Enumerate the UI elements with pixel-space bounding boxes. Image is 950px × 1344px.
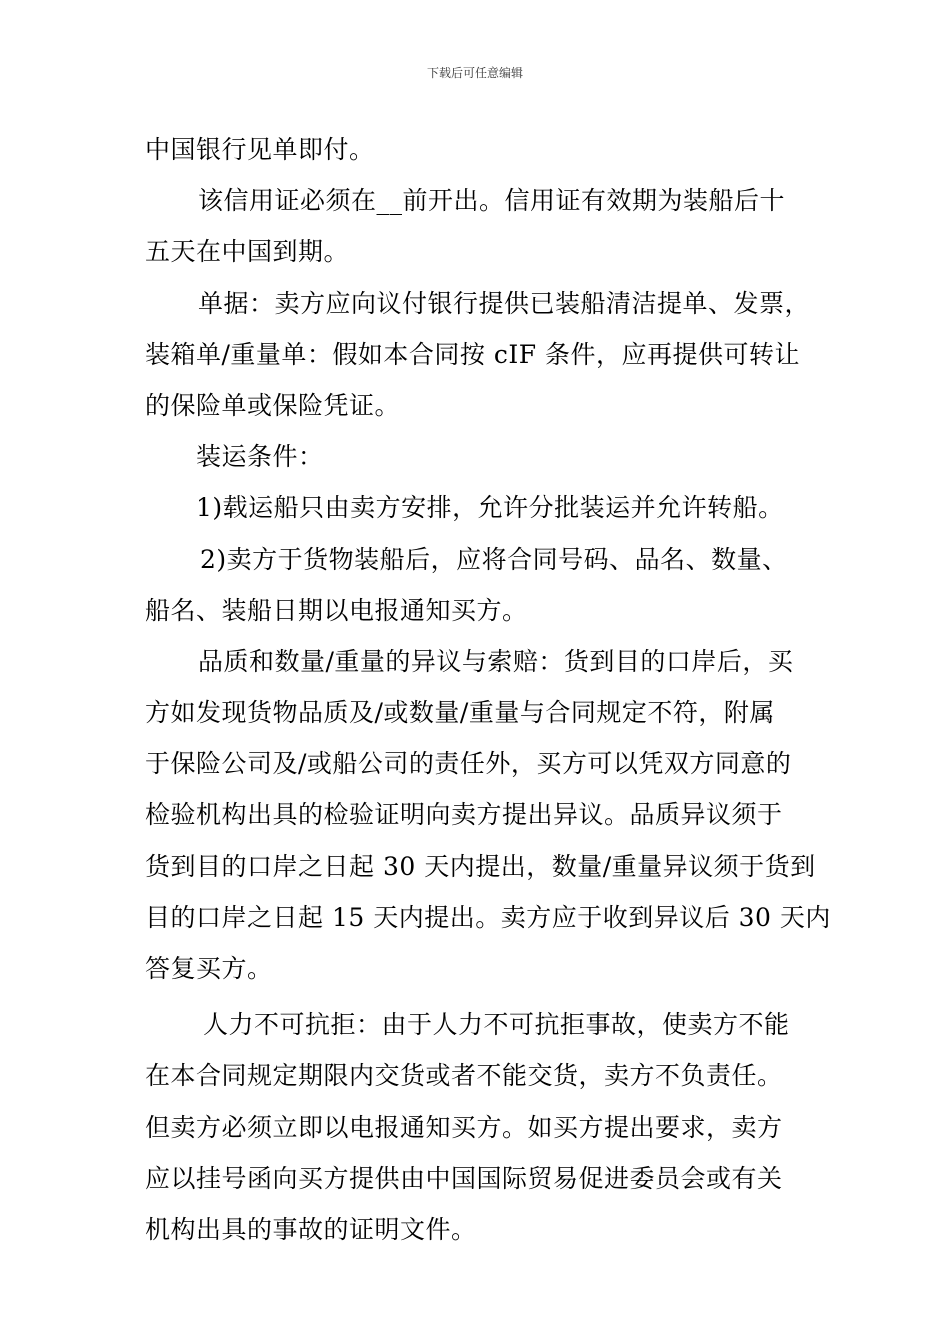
text-line: 装箱单/重量单：假如本合同按 cIF 条件，应再提供可转让	[145, 339, 801, 369]
paragraph-shipping-terms	[145, 431, 810, 482]
text-line: 该信用证必须在__前开出。信用证有效期为装船后十	[198, 186, 786, 216]
section-heading: 装运条件：	[196, 442, 324, 472]
text-line: 货到目的口岸之日起 30 天内提出，数量/重量异议须于货到	[145, 851, 816, 881]
paragraph-letter-of-credit	[145, 175, 810, 277]
text-line: 中国银行见单即付。	[145, 135, 375, 164]
text-line: 但卖方必须立即以电报通知买方。如买方提出要求，卖方	[145, 1112, 783, 1142]
text-line: 机构出具的事故的证明文件。	[145, 1214, 477, 1244]
text-line: 人力不可抗拒：由于人力不可抗拒事故，使卖方不能	[203, 1010, 790, 1040]
text-line: 在本合同规定期限内交货或者不能交货，卖方不负责任。	[145, 1061, 783, 1091]
text-line: 目的口岸之日起 15 天内提出。卖方应于收到异议后 30 天内	[145, 902, 831, 932]
text-line: 船名、装船日期以电报通知买方。	[145, 595, 528, 625]
text-line: 应以挂号函向买方提供由中国国际贸易促进委员会或有关	[145, 1163, 783, 1193]
list-item: 1)载运船只由卖方安排，允许分批装运并允许转船。	[196, 493, 784, 523]
document-body	[145, 124, 831, 1255]
paragraph-force-majeure	[145, 999, 810, 1255]
page-header-note: 下载后可任意编辑	[426, 66, 523, 80]
paragraph-shipping-item-1	[145, 482, 810, 533]
text-line: 单据：卖方应向议付银行提供已装船清洁提单、发票，	[198, 288, 811, 318]
text-line: 答复买方。	[145, 954, 273, 983]
text-line: 的保险单或保险凭证。	[145, 390, 401, 420]
paragraph-documents	[145, 278, 810, 432]
text-line: 五天在中国到期。	[145, 237, 350, 267]
text-line: 于保险公司及/或船公司的责任外，买方可以凭双方同意的	[145, 749, 792, 779]
paragraph-payment	[145, 124, 810, 175]
list-item: 2)卖方于货物装船后，应将合同号码、品名、数量、	[200, 544, 788, 574]
paragraph-shipping-item-2	[145, 534, 810, 636]
text-line: 品质和数量/重量的异议与索赔：货到目的口岸后，买	[198, 646, 794, 676]
text-line: 检验机构出具的检验证明向卖方提出异议。品质异议须于	[145, 800, 783, 830]
paragraph-claims	[145, 636, 831, 994]
text-line: 方如发现货物品质及/或数量/重量与合同规定不符，附属	[145, 698, 775, 728]
